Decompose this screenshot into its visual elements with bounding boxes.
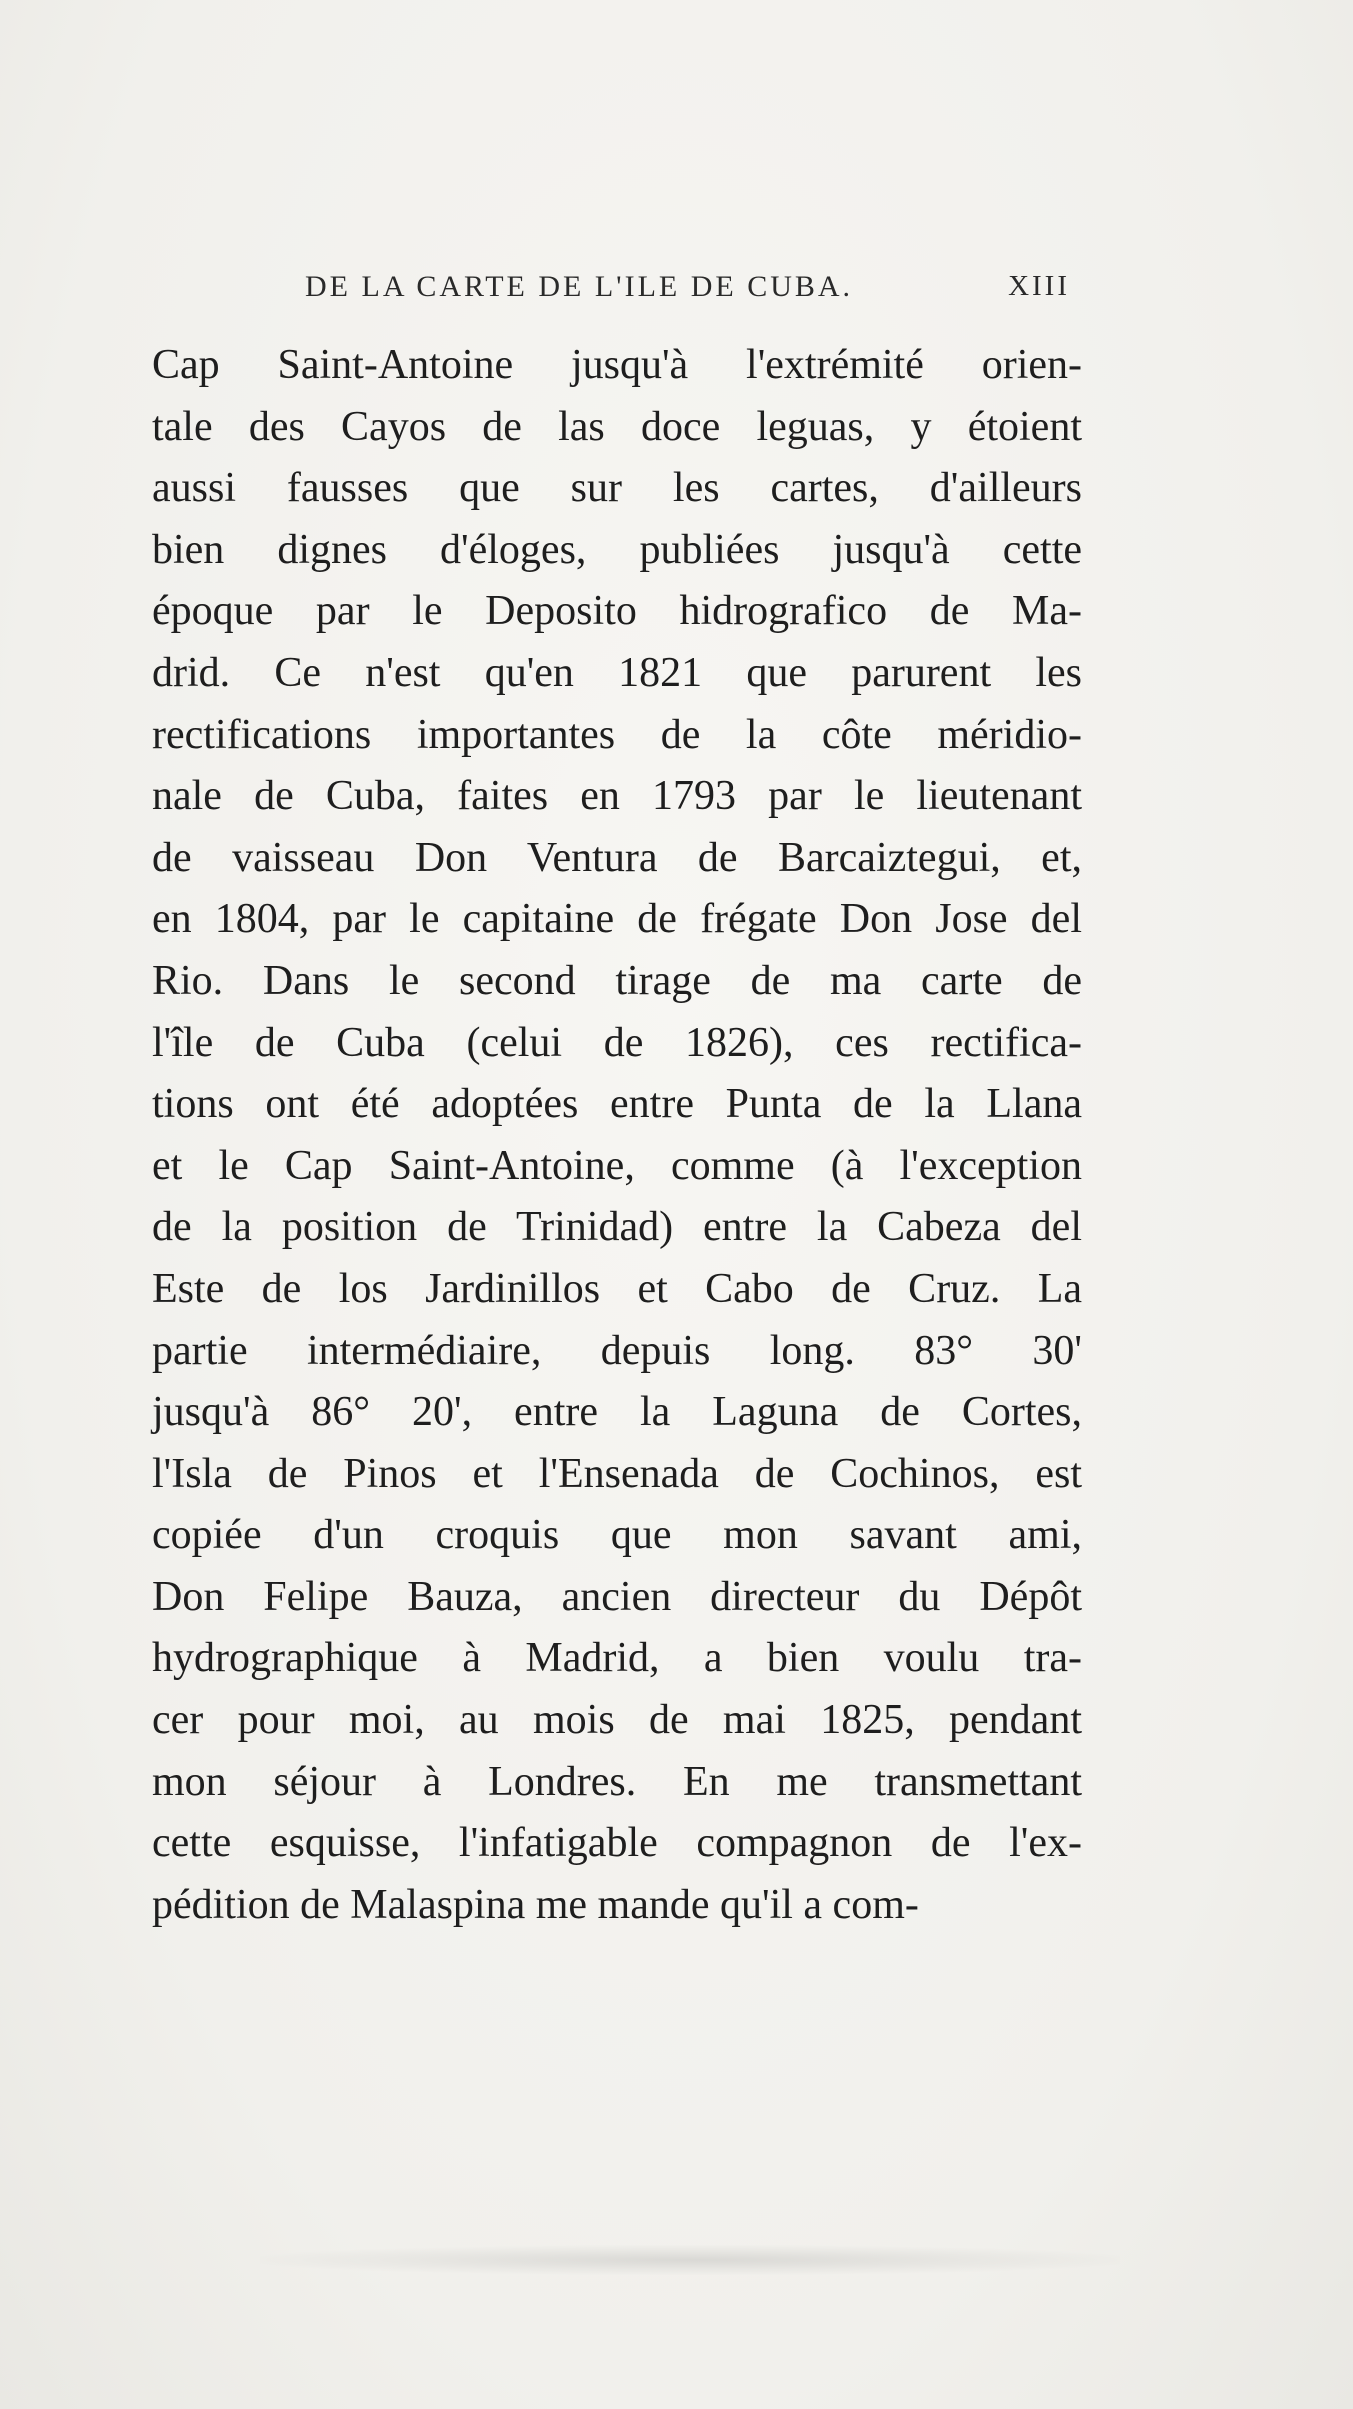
text-line: tions ont été adoptées entre Punta de la Llana [152, 1081, 1082, 1128]
text-line: cette esquisse, l'infatigable compagnon de l'ex- [152, 1820, 1082, 1867]
text-line: époque par le Deposito hidrografico de Ma- [152, 588, 1082, 635]
text-line: Cap Saint-Antoine jusqu'à l'extrémité orien- [152, 342, 1082, 388]
text-line: en 1804, par le capitaine de frégate Don Jose del [152, 896, 1082, 943]
text-line: bien dignes d'éloges, publiées jusqu'à cette [152, 526, 1082, 573]
text-line: et le Cap Saint-Antoine, comme (à l'exception [152, 1142, 1082, 1189]
text-line: hydrographique à Madrid, a bien voulu tra- [152, 1635, 1082, 1682]
text-line: nale de Cuba, faites en 1793 par le lieutenant [152, 773, 1082, 820]
body-text [152, 335, 1082, 1936]
text-line: mon séjour à Londres. En me transmettant [152, 1758, 1082, 1805]
text-line: copiée d'un croquis que mon savant ami, [152, 1512, 1082, 1559]
text-line: pédition de Malaspina me mande qu'il a com- [152, 1881, 919, 1928]
text-line: Rio. Dans le second tirage de ma carte de [152, 957, 1082, 1004]
text-line: de la position de Trinidad) entre la Cabeza del [152, 1204, 1082, 1251]
text-line: Don Felipe Bauza, ancien directeur du Dépôt [152, 1573, 1082, 1620]
page-header [155, 270, 1070, 320]
text-line: partie intermédiaire, depuis long. 83° 30' [152, 1327, 1082, 1374]
page-number: XIII [1008, 270, 1070, 302]
text-line: cer pour moi, au mois de mai 1825, pendant [152, 1697, 1082, 1744]
text-line: jusqu'à 86° 20', entre la Laguna de Cortes, [152, 1389, 1082, 1436]
text-line: Este de los Jardinillos et Cabo de Cruz. La [152, 1265, 1082, 1312]
text-line: de vaisseau Don Ventura de Barcaiztegui, et, [152, 834, 1082, 881]
text-line: drid. Ce n'est qu'en 1821 que parurent les [152, 649, 1082, 696]
text-line: rectifications importantes de la côte méridio- [152, 711, 1082, 758]
text-line: tale des Cayos de las doce leguas, y étoient [152, 403, 1082, 450]
text-line: l'Isla de Pinos et l'Ensenada de Cochinos, est [152, 1450, 1082, 1497]
text-line: aussi fausses que sur les cartes, d'ailleurs [152, 465, 1082, 512]
running-title: DE LA CARTE DE L'ILE DE CUBA. [305, 270, 854, 303]
page-edge-shadow [260, 2245, 1120, 2275]
text-line: l'île de Cuba (celui de 1826), ces rectifica- [152, 1019, 1082, 1066]
